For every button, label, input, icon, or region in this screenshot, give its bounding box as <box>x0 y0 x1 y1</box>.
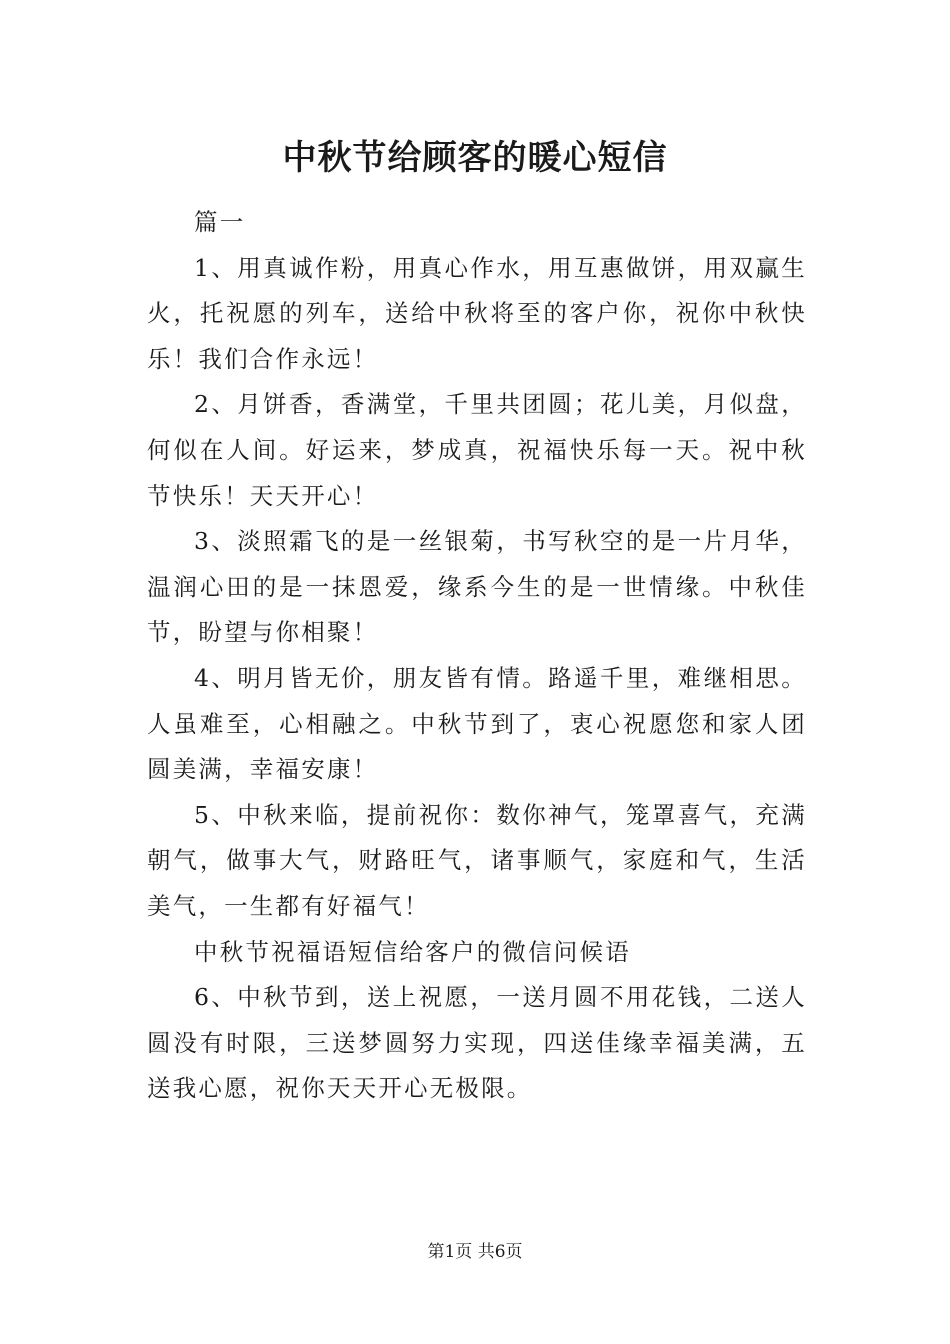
paragraph: 1、用真诚作粉，用真心作水，用互惠做饼，用双赢生火，托祝愿的列车，送给中秋将至的客户你，祝你中秋快乐！我们合作永远！ <box>147 253 807 373</box>
page-number-footer: 第1页 共6页 <box>427 1242 523 1262</box>
paragraph: 4、明月皆无价，朋友皆有情。路遥千里，难继相思。人虽难至，心相融之。中秋节到了，衷心祝愿您和家人团圆美满，幸福安康！ <box>147 663 807 784</box>
paragraph: 3、淡照霜飞的是一丝银菊，书写秋空的是一片月华，温润心田的是一抹恩爱，缘系今生的是一世情缘。中秋佳节，盼望与你相聚！ <box>147 527 807 647</box>
paragraph: 6、中秋节到，送上祝愿，一送月圆不用花钱，二送人圆没有时限，三送梦圆努力实现，四送佳缘幸福美满，五送我心愿，祝你天天开心无极限。 <box>147 983 807 1103</box>
document-title: 中秋节给顾客的暖心短信 <box>282 138 668 178</box>
paragraph: 5、中秋来临，提前祝你：数你神气，笼罩喜气，充满朝气，做事大气，财路旺气，诸事顺气，家庭和气，生活美气，一生都有好福气！ <box>147 800 807 920</box>
document-body <box>147 200 807 1112</box>
subheading: 中秋节祝福语短信给客户的微信问候语 <box>194 937 631 966</box>
section-heading: 篇一 <box>194 208 246 236</box>
paragraph: 2、月饼香，香满堂，千里共团圆；花儿美，月似盘，何似在人间。好运来，梦成真，祝福快乐每一天。祝中秋节快乐！天天开心！ <box>147 390 807 510</box>
